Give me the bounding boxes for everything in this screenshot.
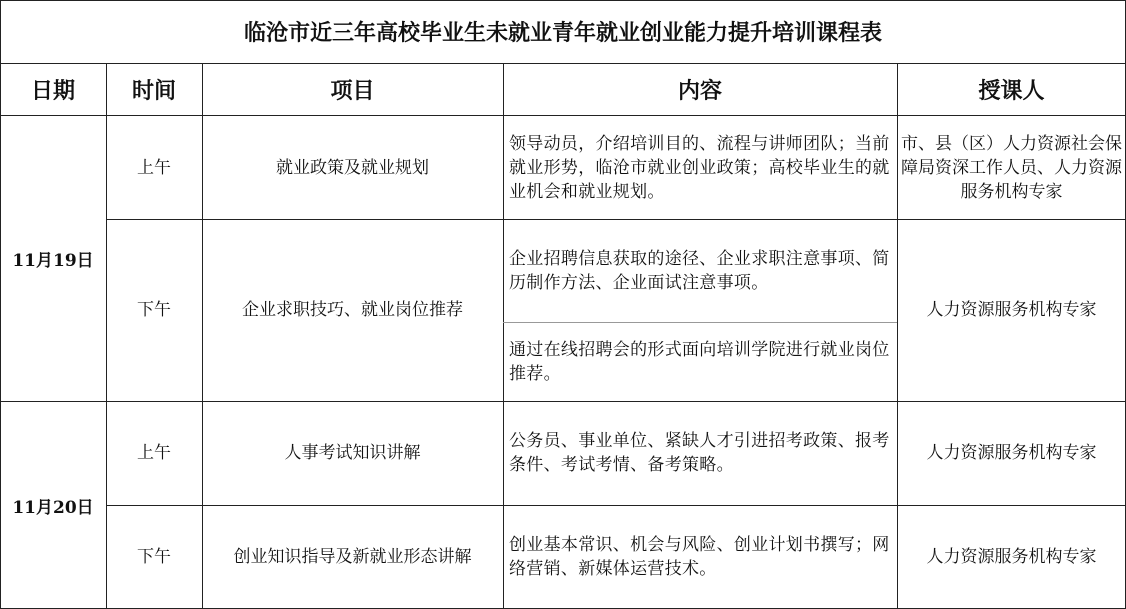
grid-line [897, 64, 898, 609]
content-cell: 通过在线招聘会的形式面向培训学院进行就业岗位推荐。 [509, 339, 890, 384]
content-cell: 企业招聘信息获取的途径、企业求职注意事项、简历制作方法、企业面试注意事项。 [509, 248, 890, 293]
time-cell: 上午 [137, 157, 171, 178]
header-content: 内容 [503, 64, 897, 116]
teacher-cell: 人力资源服务机构专家 [926, 443, 1097, 463]
teacher-cell: 人力资源服务机构专家 [926, 547, 1097, 567]
header-item: 项目 [202, 64, 503, 116]
date-cell: 11月19日 [12, 251, 94, 271]
grid-line [202, 64, 203, 609]
grid-line [503, 322, 897, 323]
grid-line [106, 505, 1126, 506]
time-cell: 下午 [137, 300, 171, 320]
header-time: 时间 [106, 64, 202, 116]
date-cell: 11月20日 [12, 497, 94, 518]
grid-line [106, 219, 1126, 220]
content-cell: 领导动员，介绍培训目的、流程与讲师团队；当前就业形势，临沧市就业创业政策；高校毕业生的就业机会和就业规划。 [509, 133, 890, 202]
grid-line [503, 64, 504, 609]
header-teacher: 授课人 [897, 64, 1126, 116]
content-cell: 创业基本常识、机会与风险、创业计划书撰写；网络营销、新媒体运营技术。 [509, 535, 890, 579]
time-cell: 下午 [137, 547, 171, 567]
teacher-cell: 人力资源服务机构专家 [926, 300, 1097, 320]
item-cell: 创业知识指导及新就业形态讲解 [233, 547, 472, 567]
content-cell: 公务员、事业单位、紧缺人才引进招考政策、报考条件、考试考情、备考策略。 [509, 431, 890, 475]
item-cell: 企业求职技巧、就业岗位推荐 [242, 300, 463, 320]
item-cell: 就业政策及就业规划 [276, 157, 429, 178]
teacher-cell: 市、县（区）人力资源社会保障局资深工作人员、人力资源服务机构专家 [901, 133, 1122, 202]
grid-line [106, 64, 107, 609]
item-cell: 人事考试知识讲解 [284, 443, 421, 463]
header-date: 日期 [0, 64, 106, 116]
schedule-title: 临沧市近三年高校毕业生未就业青年就业创业能力提升培训课程表 [0, 0, 1126, 64]
grid-line [0, 401, 1126, 402]
time-cell: 上午 [137, 443, 171, 463]
